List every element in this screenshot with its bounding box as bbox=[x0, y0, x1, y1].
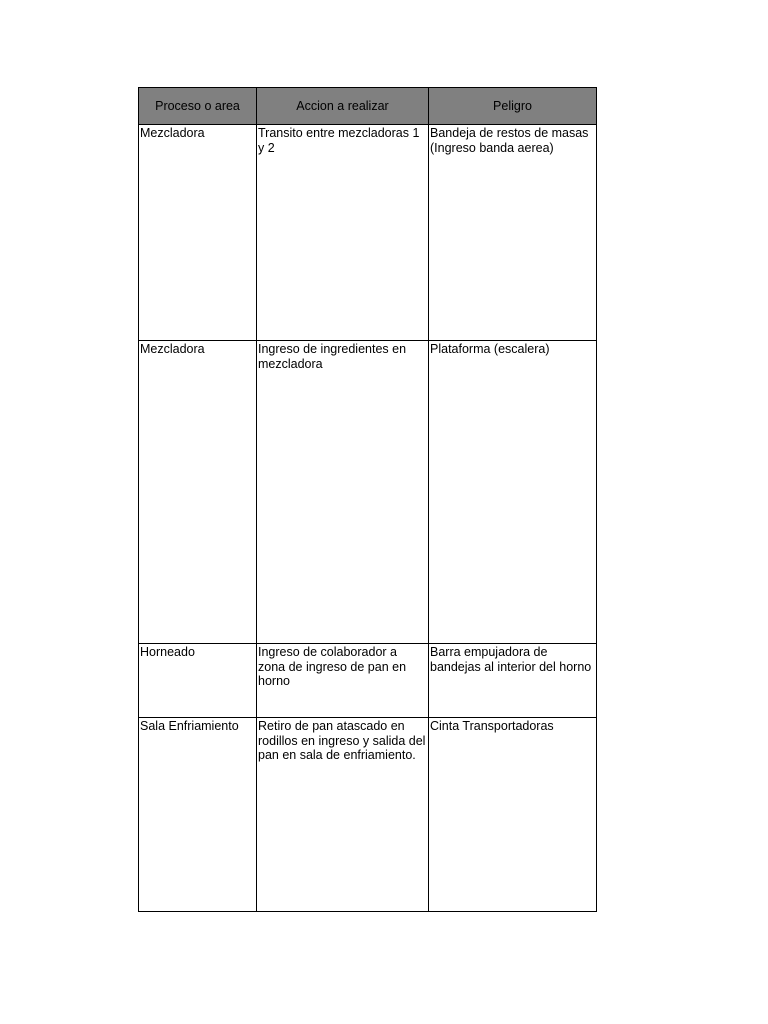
table-row bbox=[139, 644, 597, 718]
cell-peligro: Barra empujadora de bandejas al interior del horno bbox=[429, 644, 597, 718]
table-row bbox=[139, 718, 597, 912]
header-accion-realizar: Accion a realizar bbox=[257, 88, 429, 125]
cell-proceso-area: Mezcladora bbox=[139, 125, 257, 341]
cell-proceso-area: Mezcladora bbox=[139, 341, 257, 644]
cell-accion: Retiro de pan atascado en rodillos en ingreso y salida del pan en sala de enfriamiento. bbox=[257, 718, 429, 912]
cell-proceso-area: Horneado bbox=[139, 644, 257, 718]
header-peligro: Peligro bbox=[429, 88, 597, 125]
header-proceso-area: Proceso o area bbox=[139, 88, 257, 125]
hazard-table bbox=[138, 87, 597, 912]
cell-accion: Ingreso de colaborador a zona de ingreso de pan en horno bbox=[257, 644, 429, 718]
table-row bbox=[139, 341, 597, 644]
cell-peligro: Bandeja de restos de masas (Ingreso banda aerea) bbox=[429, 125, 597, 341]
document-page bbox=[138, 87, 597, 912]
cell-peligro: Cinta Transportadoras bbox=[429, 718, 597, 912]
cell-accion: Transito entre mezcladoras 1 y 2 bbox=[257, 125, 429, 341]
cell-accion: Ingreso de ingredientes en mezcladora bbox=[257, 341, 429, 644]
cell-proceso-area: Sala Enfriamiento bbox=[139, 718, 257, 912]
cell-peligro: Plataforma (escalera) bbox=[429, 341, 597, 644]
table-row bbox=[139, 125, 597, 341]
table-header-row bbox=[139, 88, 597, 125]
